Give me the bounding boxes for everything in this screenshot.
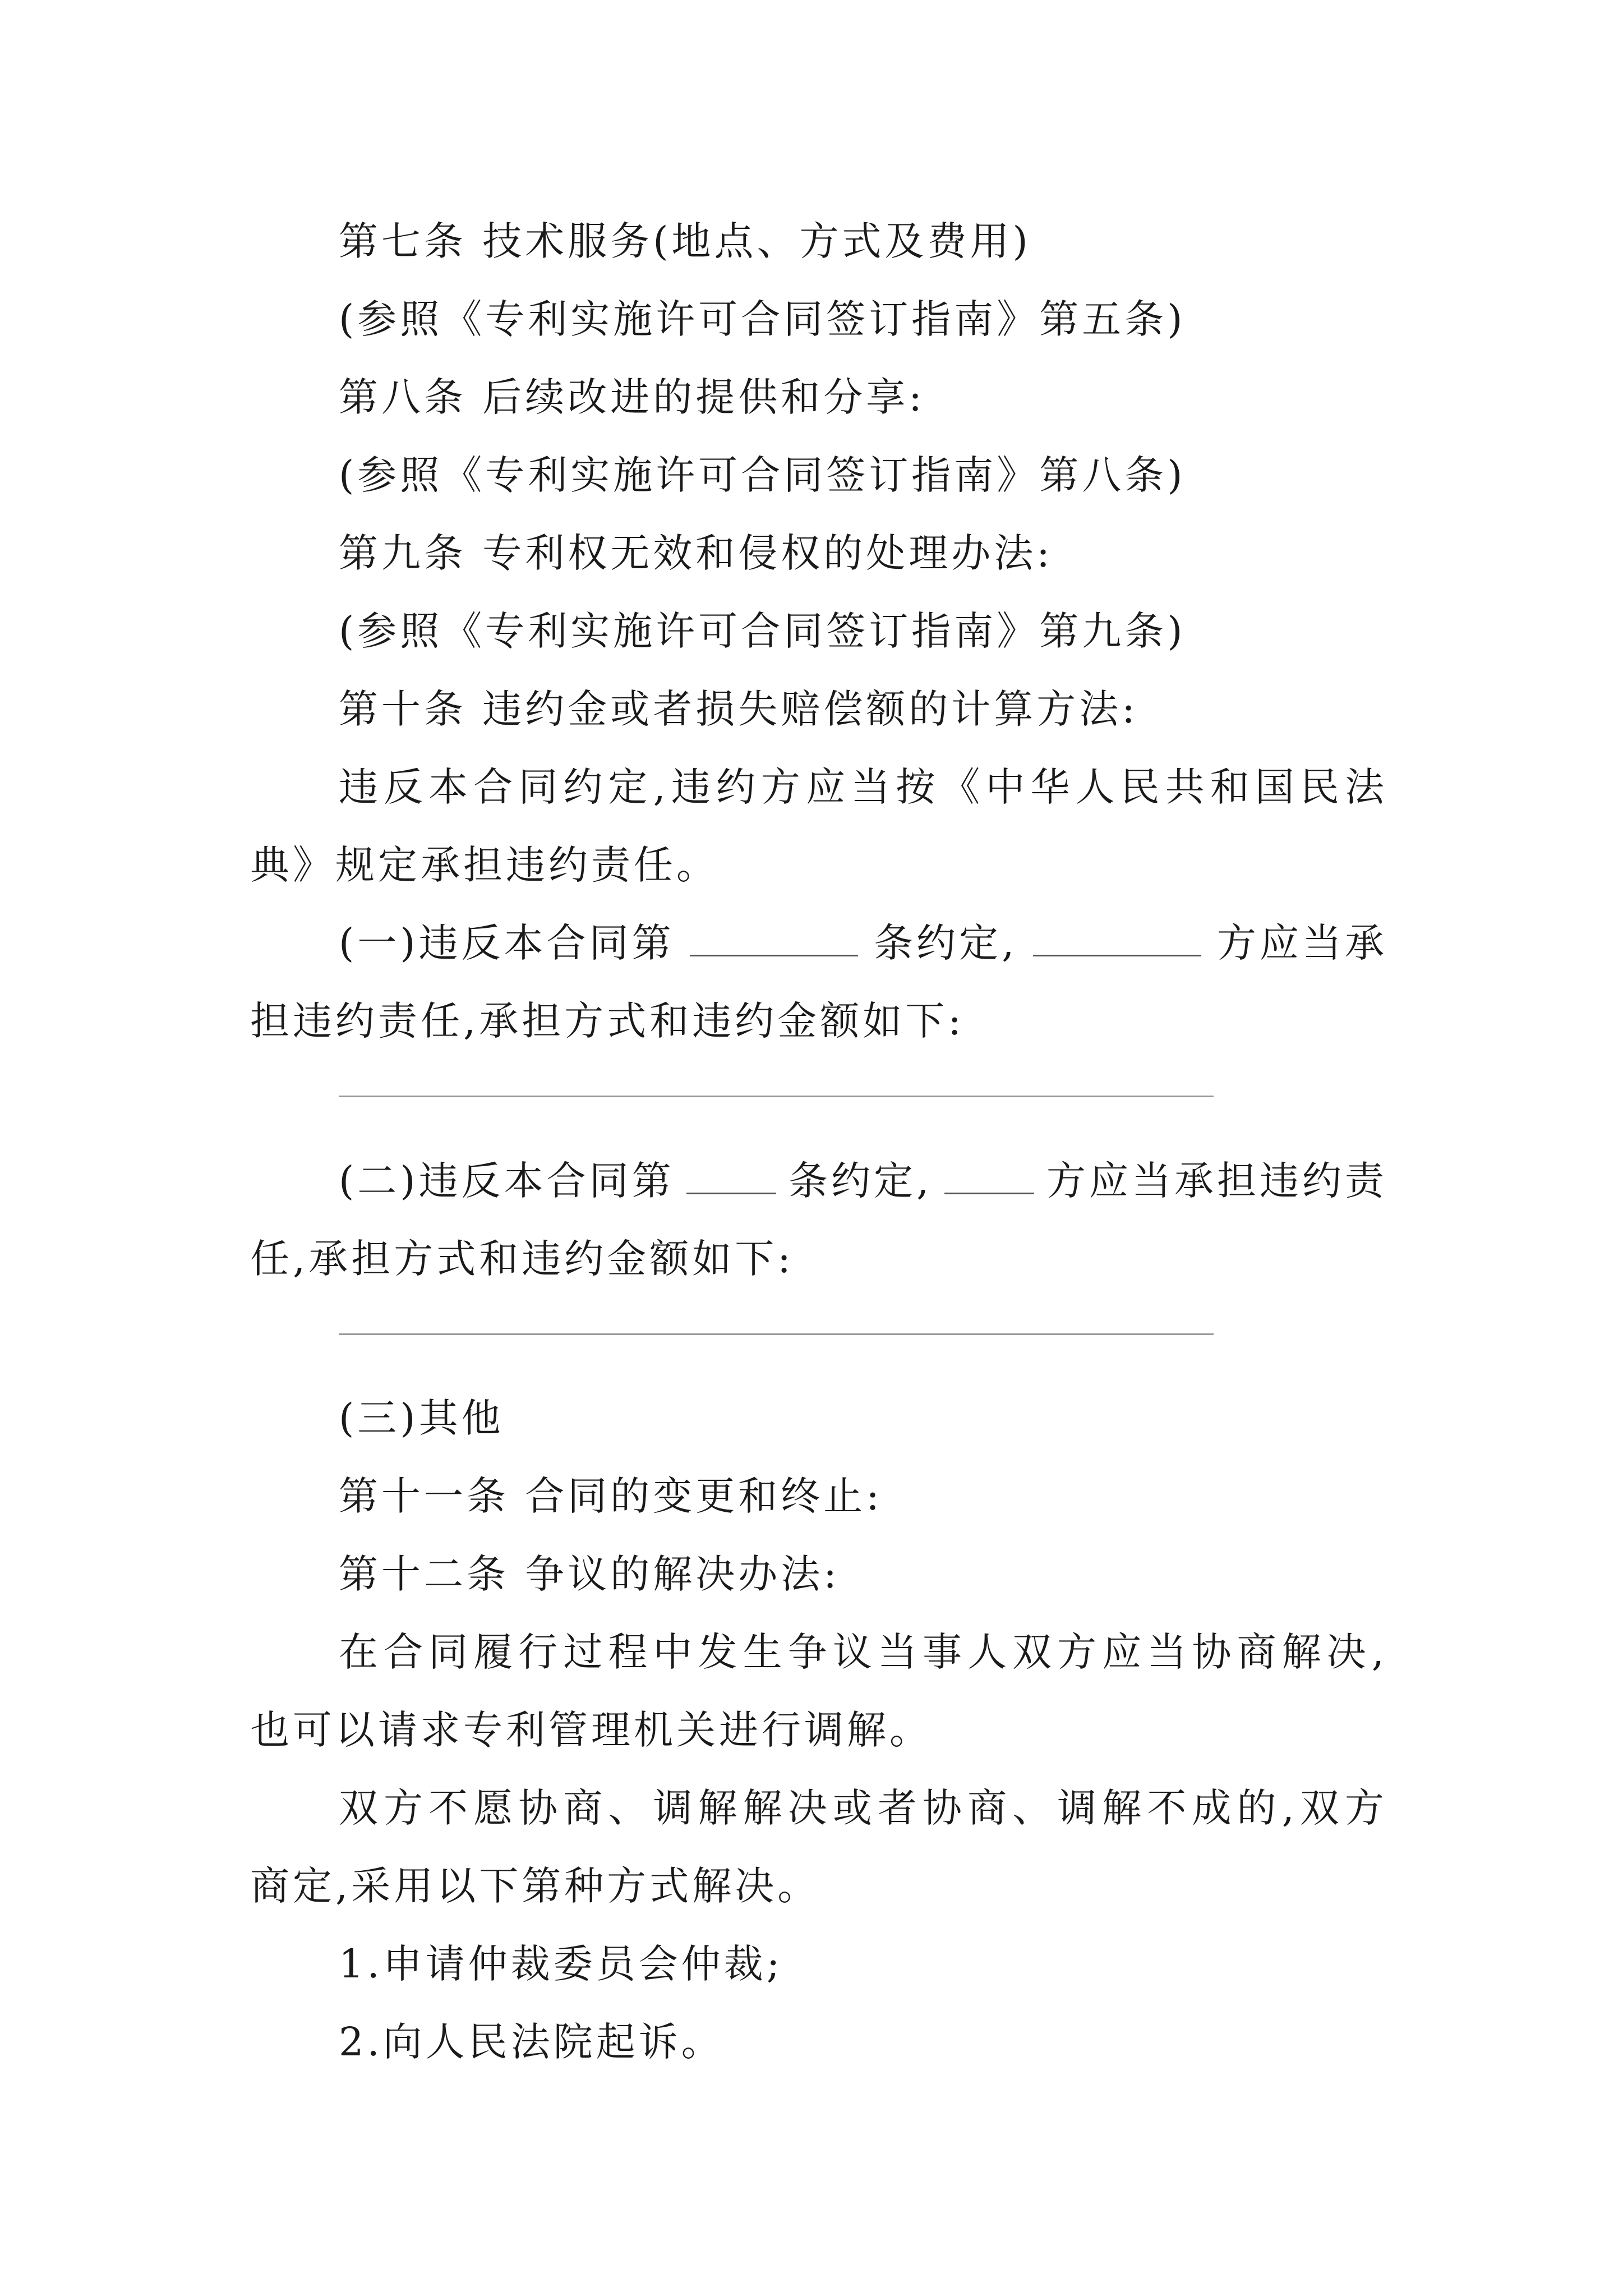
article-7-heading: 第七条 技术服务(地点、方式及费用) — [339, 218, 1031, 264]
article-12-body-1-continuation: 也可以请求专利管理机关进行调解。 — [250, 1707, 932, 1753]
clause-1-text-b: 条约定, — [874, 920, 1018, 966]
clause-2-continuation: 任,承担方式和违约金额如下: — [250, 1236, 794, 1282]
clause-1-line — [339, 909, 1387, 977]
clause-1-party-blank[interactable] — [1033, 915, 1201, 956]
clause-2-text-b: 条约定, — [789, 1158, 933, 1204]
clause-1-article-blank[interactable] — [690, 915, 858, 956]
clause-2-text-a: (二)违反本合同第 — [339, 1158, 675, 1204]
article-7-reference: (参照《专利实施许可合同签订指南》第五条) — [339, 296, 1186, 342]
clause-1-text-c: 方应当承 — [1216, 920, 1387, 966]
clause-3-other: (三)其他 — [339, 1395, 504, 1441]
clause-2-fill-line[interactable] — [339, 1333, 1214, 1335]
article-12-heading: 第十二条 争议的解决办法: — [339, 1551, 840, 1597]
option-2-court: 2.向人民法院起诉。 — [339, 2019, 724, 2065]
article-10-heading: 第十条 违约金或者损失赔偿额的计算方法: — [339, 686, 1138, 732]
clause-1-fill-line[interactable] — [339, 1096, 1214, 1097]
article-12-body-1: 在合同履行过程中发生争议当事人双方应当协商解决, — [339, 1629, 1387, 1675]
article-10-body-continuation: 典》规定承担违约责任。 — [250, 842, 719, 888]
article-12-body-2: 双方不愿协商、调解解决或者协商、调解不成的,双方 — [339, 1785, 1387, 1831]
option-1-arbitration: 1.申请仲裁委员会仲裁; — [339, 1941, 783, 1987]
article-11-heading: 第十一条 合同的变更和终止: — [339, 1473, 883, 1519]
article-8-heading: 第八条 后续改进的提供和分享: — [339, 374, 925, 420]
clause-1-continuation: 担违约责任,承担方式和违约金额如下: — [250, 998, 965, 1044]
article-9-reference: (参照《专利实施许可合同签订指南》第九条) — [339, 608, 1186, 654]
clause-2-party-blank[interactable] — [944, 1153, 1034, 1194]
article-12-body-2-continuation: 商定,采用以下第种方式解决。 — [250, 1863, 820, 1909]
article-8-reference: (参照《专利实施许可合同签订指南》第八条) — [339, 452, 1186, 498]
clause-2-article-blank[interactable] — [686, 1153, 776, 1194]
clause-2-line — [339, 1147, 1387, 1214]
article-10-body: 违反本合同约定,违约方应当按《中华人民共和国民法 — [339, 764, 1387, 810]
clause-2-text-c: 方应当承担违约责 — [1046, 1158, 1387, 1204]
clause-1-text-a: (一)违反本合同第 — [339, 920, 675, 966]
article-9-heading: 第九条 专利权无效和侵权的处理办法: — [339, 530, 1053, 576]
